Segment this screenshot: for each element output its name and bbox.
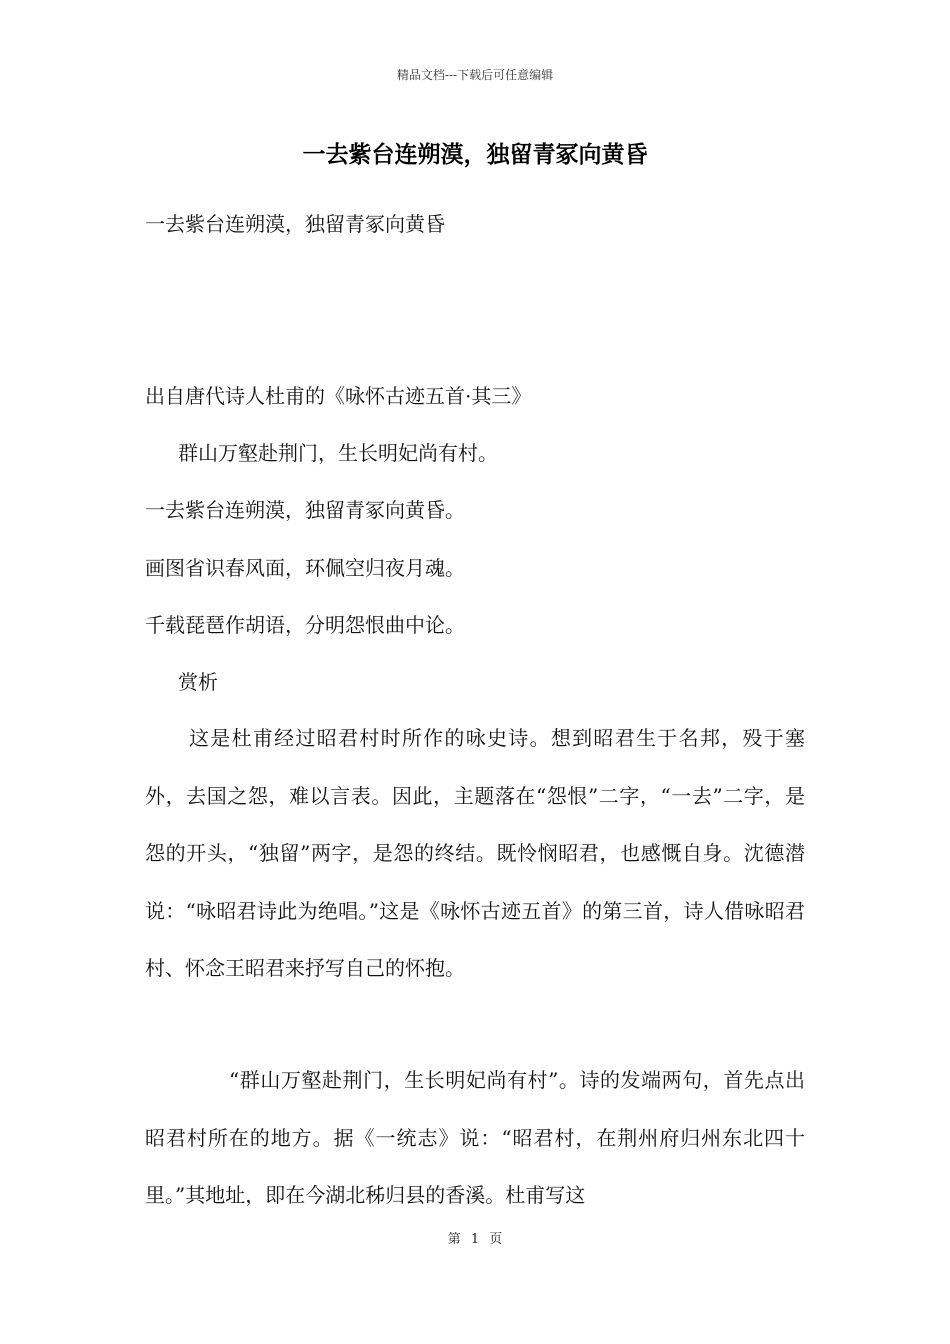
footer-suffix: 页 <box>489 1232 503 1247</box>
poem-line-2: 一去紫台连朔漠，独留青冢向黄昏。 <box>145 498 465 522</box>
paragraph-1: 这是杜甫经过昭君村时所作的咏史诗。想到昭君生于名邦，殁于塞外，去国之怨，难以言表。因此，主题落在“怨恨”二字，“一去”二字，是怨的开头，“独留”两字，是怨的终结。既怜悯昭君，也感慨自身。沈德潜说：“咏昭君诗此为绝唱。”这是《咏怀古迹五首》的第三首，诗人借咏昭君村、怀念王昭君来抒写自己的怀抱。 <box>145 726 805 980</box>
paragraph-2: “群山万壑赴荆门，生长明妃尚有村”。诗的发端两句，首先点出昭君村所在的地方。据《一统志》说：“昭君村，在荆州府归州东北四十里。”其地址，即在今湖北秭归县的香溪。杜甫写这 <box>145 1068 805 1207</box>
source-line: 出自唐代诗人杜甫的《咏怀古迹五首·其三》 <box>145 384 532 408</box>
page-title: 一去紫台连朔漠，独留青冢向黄昏 <box>302 141 648 168</box>
poem-line-4: 千载琵琶作胡语，分明怨恨曲中论。 <box>145 613 465 637</box>
page-number: 1 <box>470 1232 480 1247</box>
appreciation-heading: 赏析 <box>178 670 218 694</box>
poem-line-3: 画图省识春风面，环佩空归夜月魂。 <box>145 556 465 580</box>
subtitle: 一去紫台连朔漠，独留青冢向黄昏 <box>145 212 445 236</box>
poem-line-1: 群山万壑赴荆门，生长明妃尚有村。 <box>178 441 498 465</box>
page-footer <box>0 1228 950 1247</box>
header-note: 精品文档---下载后可任意编辑 <box>396 68 554 82</box>
footer-prefix: 第 <box>447 1232 461 1247</box>
